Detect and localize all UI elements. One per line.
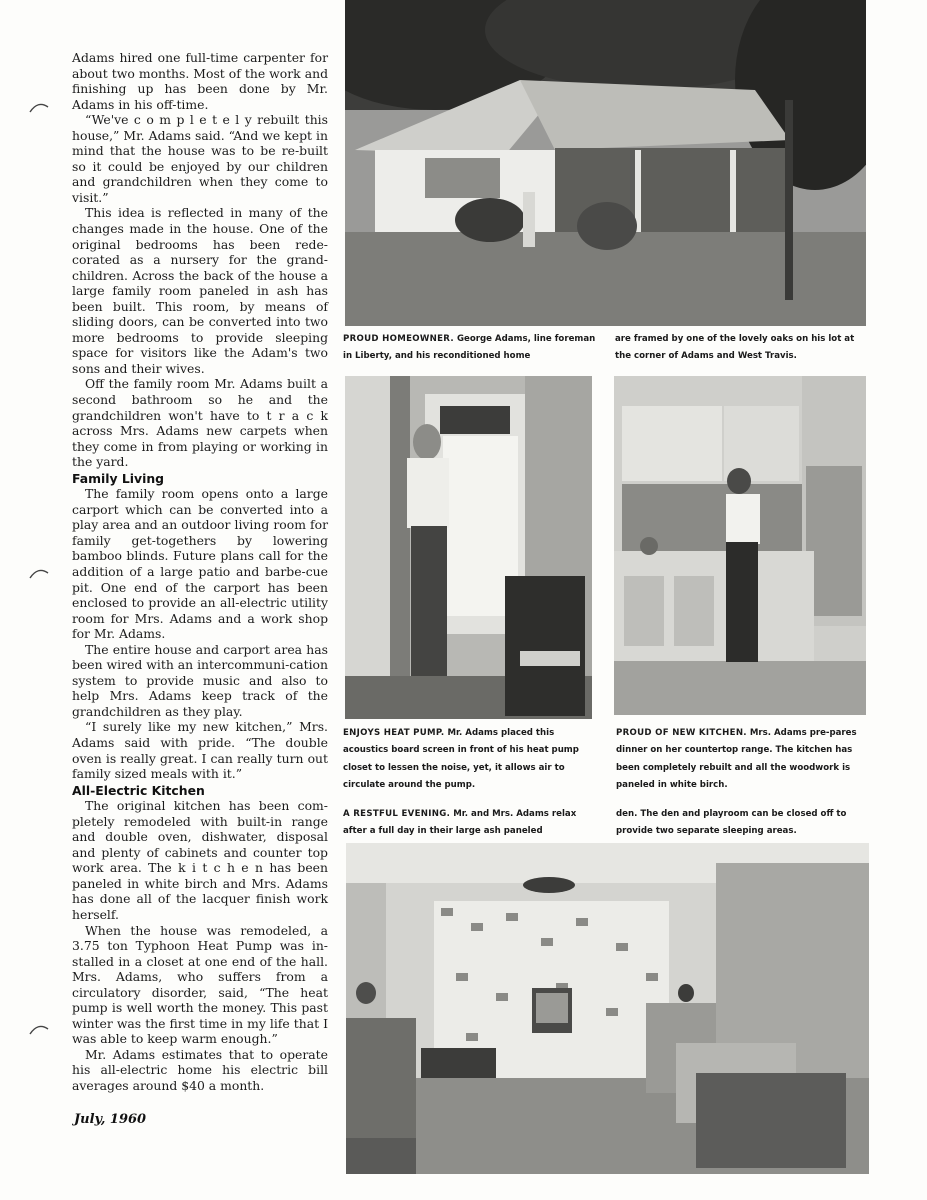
section-heading-family-living: Family Living bbox=[72, 470, 165, 486]
caption-heat-pump: ENJOYS HEAT PUMP. Mr. Adams placed this acoustics board screen in front of his heat pump closet to lessen the noise, yet, it allows air to circulate around the pump. bbox=[343, 728, 579, 790]
photo-heat-pump bbox=[345, 376, 592, 719]
article-paragraph: The family room opens onto a large carport which can be converted into a play area and an outdoor living room for family get-togethers by lowering bamboo blinds. Future plans call for the addition of a large patio and barbe-cue pit. One end of the carport has been enclosed to provide an all-electric utility room for Mrs. Adams and a work shop for Mr. Adams. bbox=[72, 486, 328, 642]
article-paragraph: Adams hired one full-time carpenter for about two months. Most of the work and finishing up has been done by Mr. Adams in his off-time. bbox=[72, 50, 328, 112]
article-paragraph: The original kitchen has been com-pletely remodeled with built-in range and double oven, dishwater, disposal and plenty of cabinets and counter top work area. The k i t c h e n has been paneled in white birch and Mrs. Adams has done all of the lacquer finish work herself. bbox=[72, 798, 328, 922]
caption-kitchen: PROUD OF NEW KITCHEN. Mrs. Adams pre-pares dinner on her countertop range. The kitchen has been completely rebuilt and all the woodwork is paneled in white birch. bbox=[616, 728, 857, 790]
photo-den bbox=[346, 843, 869, 1174]
binder-hole-mark bbox=[28, 100, 50, 114]
caption-house-continued: are framed by one of the lovely oaks on his lot at the corner of Adams and West Travis. bbox=[615, 334, 855, 362]
article-paragraph: Off the family room Mr. Adams built a second bathroom so he and the grandchildren won't have to t r a c k across Mrs. Adams new carpets when they come in from playing or working in the yard. bbox=[72, 376, 328, 470]
caption-den-continued: den. The den and playroom can be closed off to provide two separate sleeping areas. bbox=[616, 809, 847, 837]
article-paragraph: The entire house and carport area has been wired with an intercommuni-cation system to provide music and also to help Mrs. Adams keep track of the grandchildren as they play. bbox=[72, 641, 328, 719]
caption-house: PROUD HOMEOWNER. George Adams, line foreman in Liberty, and his reconditioned home bbox=[343, 334, 596, 362]
article-paragraph: This idea is reflected in many of the changes made in the house. One of the original bedrooms has been rede-corated as a nursery for the grand-children. Across the back of the house a large family room paneled in ash has been built. This room, by means of sliding doors, can be converted into two more bedrooms to provide sleeping space for visitors like the Adam's two sons and their wives. bbox=[72, 205, 328, 376]
binder-hole-mark bbox=[28, 566, 50, 580]
caption-den: A RESTFUL EVENING. Mr. and Mrs. Adams relax after a full day in their large ash paneled bbox=[343, 809, 577, 837]
article-paragraph: “I surely like my new kitchen,” Mrs. Adams said with pride. “The double oven is really great. I can really turn out family sized meals with it.” bbox=[72, 719, 328, 782]
issue-date: July, 1960 bbox=[74, 1112, 147, 1127]
article-paragraph: “We've c o m p l e t e l y rebuilt this house,” Mr. Adams said. “And we kept in mind that the house was to be re-built so it could be enjoyed by our children and grandchildren when they come to visit.” bbox=[72, 112, 328, 205]
binder-hole-mark bbox=[28, 1022, 50, 1036]
article-column bbox=[72, 50, 328, 1094]
photo-house-exterior bbox=[345, 0, 866, 326]
section-heading-all-electric-kitchen: All-Electric Kitchen bbox=[72, 782, 205, 798]
article-paragraph: Mr. Adams estimates that to operate his all-electric home his electric bill averages around $40 a month. bbox=[72, 1046, 328, 1093]
article-paragraph: When the house was remodeled, a 3.75 ton Typhoon Heat Pump was in-stalled in a closet at one end of the hall. Mrs. Adams, who suffers from a circulatory disorder, said, “The heat pump is well worth the money. This past winter was the first time in my life that I was able to keep warm enough.” bbox=[72, 922, 328, 1047]
photo-kitchen bbox=[614, 376, 866, 715]
